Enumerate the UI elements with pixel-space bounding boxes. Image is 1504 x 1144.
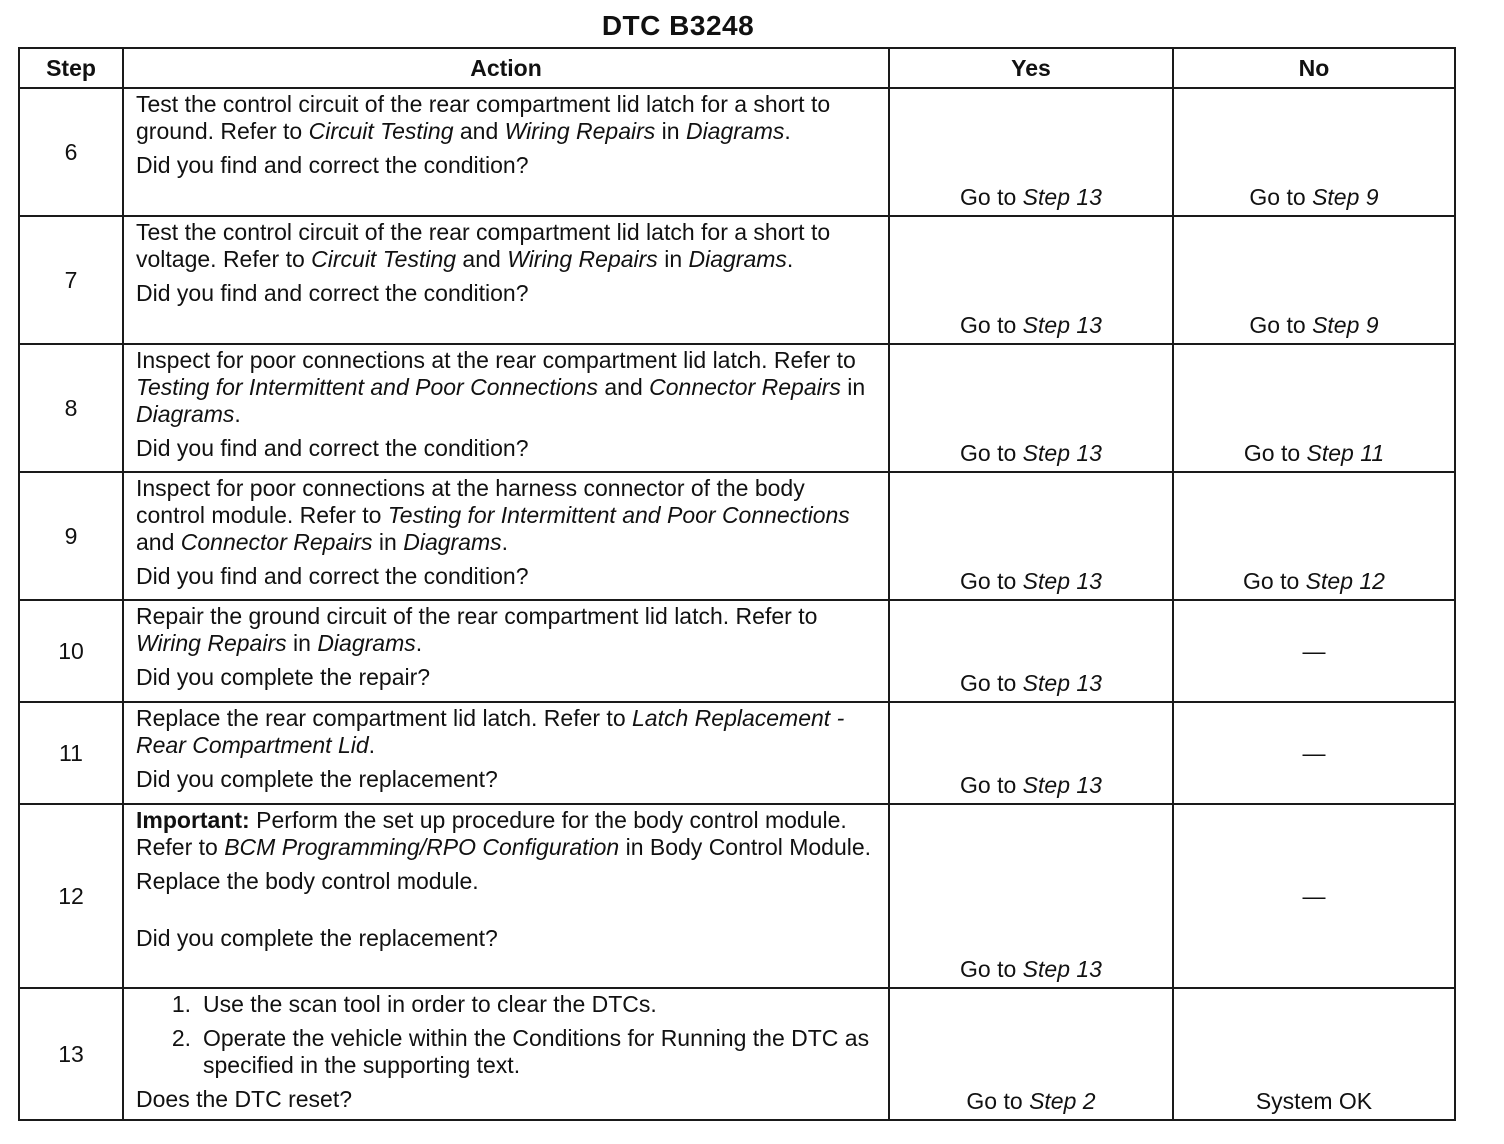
action-question: Does the DTC reset?	[136, 1086, 353, 1112]
action-question: Did you find and correct the condition?	[136, 152, 529, 178]
no-cell: —	[1173, 804, 1455, 988]
table-row	[19, 988, 1455, 1120]
step-number: 10	[19, 600, 123, 702]
yes-cell: Go to Step 13	[889, 472, 1173, 600]
action-cell	[123, 702, 889, 804]
step-number: 6	[19, 88, 123, 216]
table-row	[19, 600, 1455, 702]
no-cell: Go to Step 11	[1173, 344, 1455, 472]
table-row	[19, 472, 1455, 600]
step-number: 12	[19, 804, 123, 988]
action-text: Inspect for poor connections at the rear compartment lid latch. Refer to Testing for Intermittent and Poor Connections and Connector Repairs in Diagrams.	[136, 347, 866, 427]
action-cell	[123, 472, 889, 600]
step-number: 9	[19, 472, 123, 600]
table-row	[19, 88, 1455, 216]
yes-cell: Go to Step 13	[889, 88, 1173, 216]
yes-cell: Go to Step 13	[889, 600, 1173, 702]
table-row	[19, 216, 1455, 344]
step-number: 11	[19, 702, 123, 804]
table-row	[19, 804, 1455, 988]
yes-cell: Go to Step 13	[889, 804, 1173, 988]
instruction-list	[136, 991, 878, 1079]
list-item: 2. Operate the vehicle within the Conditions for Running the DTC as specified in the supporting text.	[171, 1025, 870, 1078]
no-cell: Go to Step 9	[1173, 88, 1455, 216]
table-row	[19, 702, 1455, 804]
action-text: Replace the rear compartment lid latch. Refer to Latch Replacement - Rear Compartment Lid.	[136, 705, 845, 758]
no-cell: System OK	[1173, 988, 1455, 1120]
action-cell	[123, 344, 889, 472]
action-text: Test the control circuit of the rear compartment lid latch for a short to ground. Refer to Circuit Testing and Wiring Repairs in Diagrams.	[136, 91, 831, 144]
header-yes: Yes	[889, 48, 1173, 88]
no-cell: —	[1173, 702, 1455, 804]
no-cell: Go to Step 9	[1173, 216, 1455, 344]
yes-cell: Go to Step 2	[889, 988, 1173, 1120]
action-cell	[123, 804, 889, 988]
action-text: Inspect for poor connections at the harness connector of the body control module. Refer to Testing for Intermittent and Poor Connections and Connector Repairs in Diagrams.	[136, 475, 850, 555]
action-cell	[123, 88, 889, 216]
no-cell: —	[1173, 600, 1455, 702]
action-question: Did you find and correct the condition?	[136, 280, 529, 306]
yes-cell: Go to Step 13	[889, 216, 1173, 344]
action-text: Repair the ground circuit of the rear compartment lid latch. Refer to Wiring Repairs in Diagrams.	[136, 603, 818, 656]
page-title: DTC B3248	[601, 10, 755, 41]
list-item: 1. Use the scan tool in order to clear the DTCs.	[171, 991, 657, 1017]
header-action: Action	[123, 48, 889, 88]
step-number: 7	[19, 216, 123, 344]
header-no: No	[1173, 48, 1455, 88]
action-question: Did you find and correct the condition?	[136, 563, 529, 589]
action-instruction: Replace the body control module.	[136, 868, 479, 894]
yes-cell: Go to Step 13	[889, 702, 1173, 804]
header-step: Step	[19, 48, 123, 88]
action-question: Did you complete the replacement?	[136, 925, 498, 951]
important-label: Important:	[136, 807, 250, 833]
action-text: Test the control circuit of the rear compartment lid latch for a short to voltage. Refer to Circuit Testing and Wiring Repairs in Diagrams.	[136, 219, 831, 272]
no-cell: Go to Step 12	[1173, 472, 1455, 600]
step-number: 8	[19, 344, 123, 472]
action-question: Did you complete the repair?	[136, 664, 431, 690]
action-question: Did you find and correct the condition?	[136, 435, 529, 461]
diagnostic-table	[18, 47, 1456, 1121]
action-question: Did you complete the replacement?	[136, 766, 498, 792]
action-cell	[123, 216, 889, 344]
step-number: 13	[19, 988, 123, 1120]
yes-cell: Go to Step 13	[889, 344, 1173, 472]
header-row	[19, 48, 1455, 88]
action-text: Important: Perform the set up procedure for the body control module. Refer to BCM Programming/RPO Configuration in Body Control Module.	[136, 807, 872, 860]
table-row	[19, 344, 1455, 472]
action-cell	[123, 988, 889, 1120]
action-cell	[123, 600, 889, 702]
